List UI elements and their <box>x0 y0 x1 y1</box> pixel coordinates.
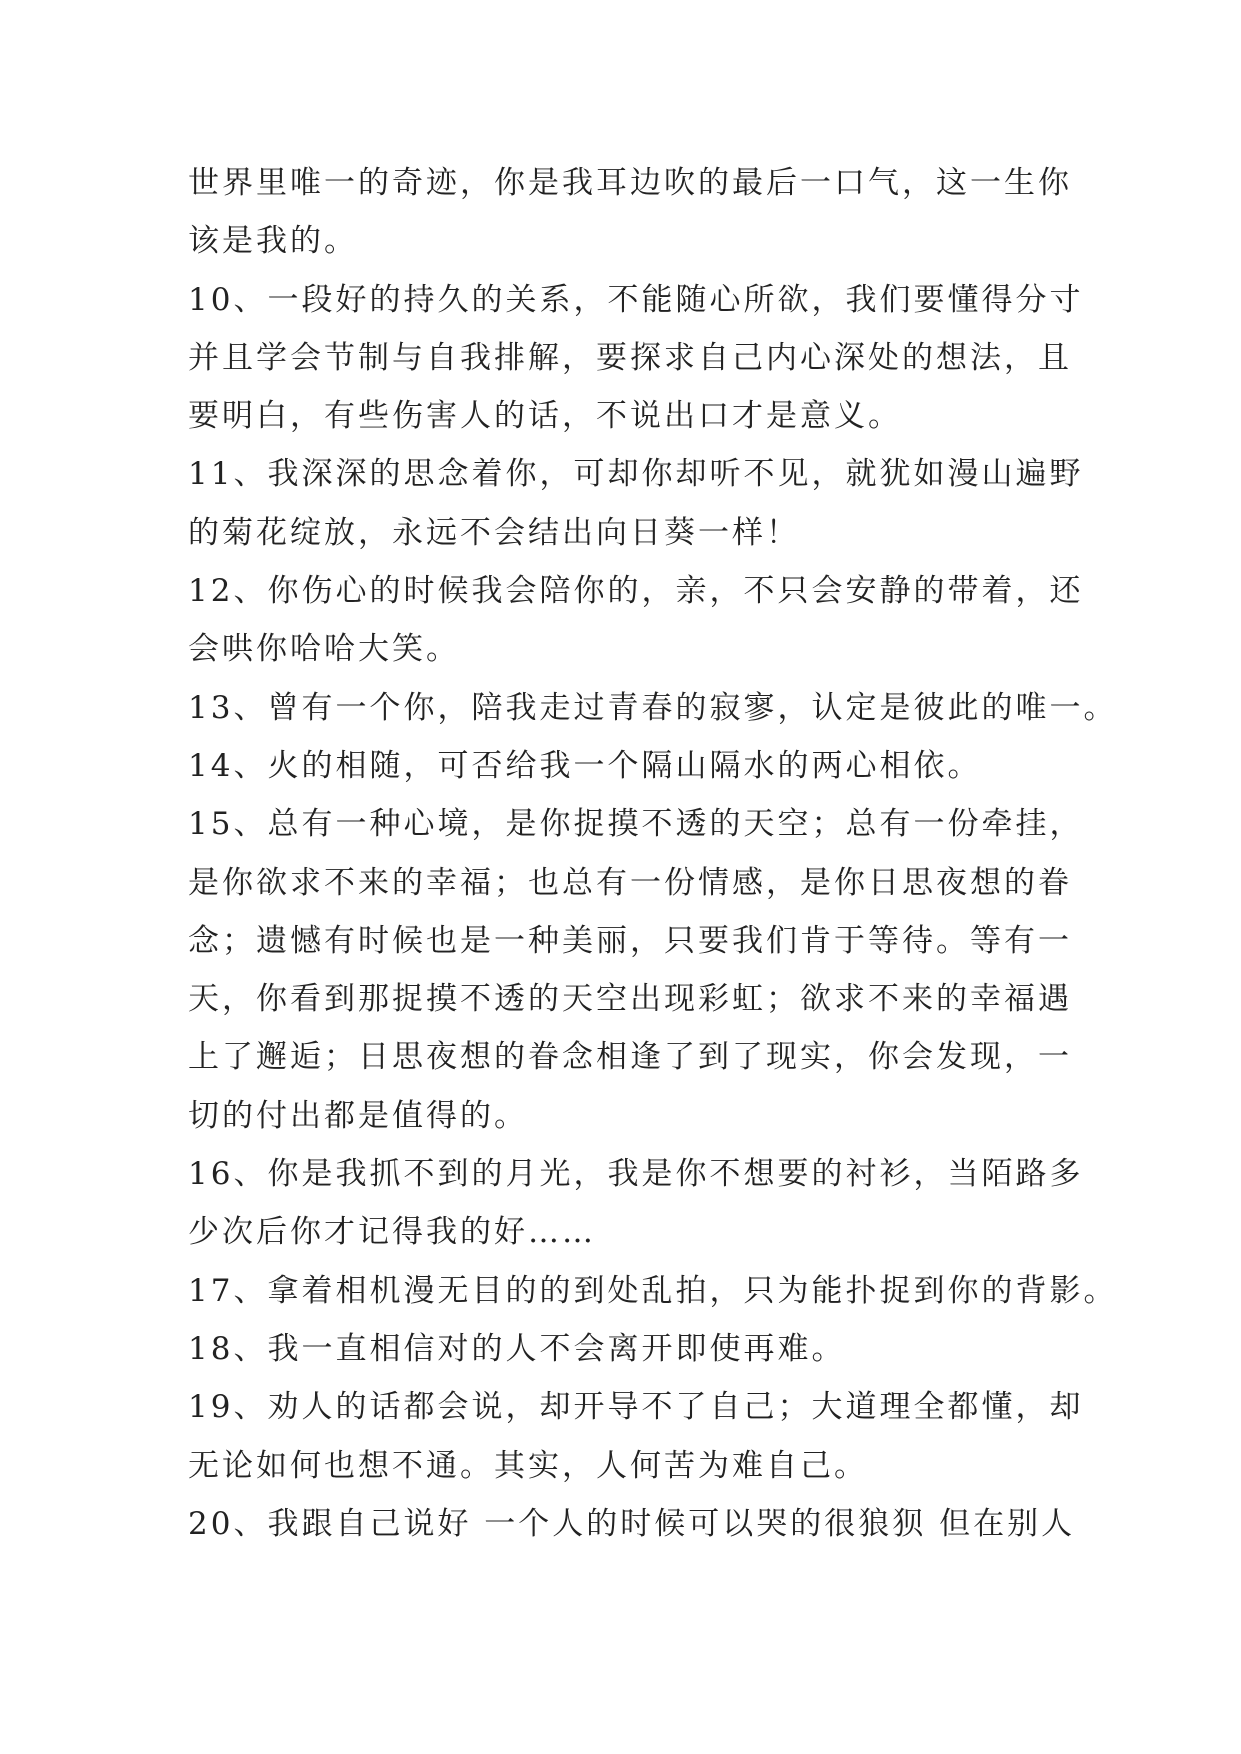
text-line: 切的付出都是值得的。 <box>188 1097 528 1134</box>
body-text <box>188 154 1118 1553</box>
text-line: 17、拿着相机漫无目的的到处乱拍，只为能扑捉到你的背影。 <box>188 1272 1118 1309</box>
text-line: 该是我的。 <box>188 223 358 260</box>
text-line: 12、你伤心的时候我会陪你的，亲，不只会安静的带着，还 <box>188 573 1084 610</box>
text-line: 无论如何也想不通。其实，人何苦为难自己。 <box>188 1447 868 1484</box>
text-line: 会哄你哈哈大笑。 <box>188 631 460 668</box>
text-line: 要明白，有些伤害人的话，不说出口才是意义。 <box>188 398 902 435</box>
text-line: 念；遗憾有时候也是一种美丽，只要我们肯于等待。等有一 <box>188 922 1072 959</box>
text-line: 15、总有一种心境，是你捉摸不透的天空；总有一份牵挂， <box>188 806 1084 843</box>
text-line: 16、你是我抓不到的月光，我是你不想要的衬衫，当陌路多 <box>188 1156 1084 1193</box>
text-line: 上了邂逅；日思夜想的眷念相逢了到了现实，你会发现，一 <box>188 1039 1072 1076</box>
text-line: 13、曾有一个你，陪我走过青春的寂寥，认定是彼此的唯一。 <box>188 689 1118 726</box>
text-line: 20、我跟自己说好 一个人的时候可以哭的很狼狈 但在别人 <box>188 1505 1076 1542</box>
text-line: 并且学会节制与自我排解，要探求自己内心深处的想法，且 <box>188 339 1072 376</box>
text-line: 14、火的相随，可否给我一个隔山隔水的两心相依。 <box>188 747 982 784</box>
text-line: 是你欲求不来的幸福；也总有一份情感，是你日思夜想的眷 <box>188 864 1072 901</box>
text-line: 10、一段好的持久的关系，不能随心所欲，我们要懂得分寸 <box>188 281 1084 318</box>
text-line: 少次后你才记得我的好…… <box>188 1214 596 1251</box>
text-line: 11、我深深的思念着你，可却你却听不见，就犹如漫山遍野 <box>188 456 1084 493</box>
text-line: 18、我一直相信对的人不会离开即使再难。 <box>188 1330 846 1367</box>
text-line: 天，你看到那捉摸不透的天空出现彩虹；欲求不来的幸福遇 <box>188 981 1072 1018</box>
text-line: 19、劝人的话都会说，却开导不了自己；大道理全都懂，却 <box>188 1389 1084 1426</box>
text-line: 的菊花绽放，永远不会结出向日葵一样！ <box>188 514 800 551</box>
text-line: 世界里唯一的奇迹，你是我耳边吹的最后一口气，这一生你 <box>188 165 1072 201</box>
